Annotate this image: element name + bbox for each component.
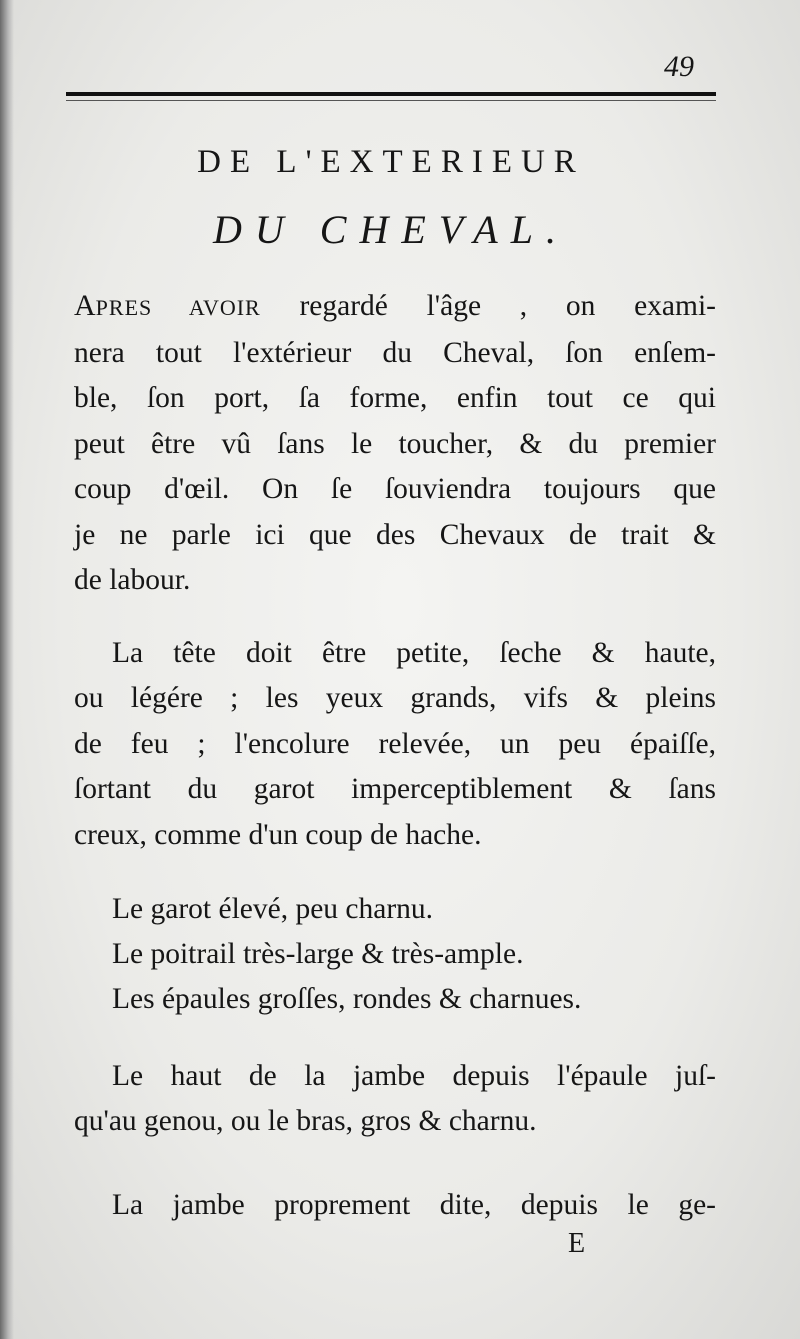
paragraph-1-line: de labour. [74, 564, 191, 596]
page-number: 49 [664, 50, 694, 83]
paragraph-3-line-2: qu'au genou, ou le bras, gros & charnu. [74, 1105, 537, 1137]
paragraph-1-line: coup d'œil. On ſe ſouviendra toujours que [74, 473, 716, 505]
paragraph-2-first [112, 631, 716, 677]
drop-initial: A [74, 289, 96, 322]
paragraph-3 [74, 1099, 716, 1145]
paragraph-2-line: de feu ; l'encolure relevée, un peu épaiſſe, [74, 727, 716, 760]
first-line-text: regardé l'âge , on exami- [260, 290, 716, 322]
paragraph-1-line: je ne parle ici que des Chevaux de trait & [74, 518, 716, 551]
paragraph-3-line-1: Le haut de la jambe depuis l'épaule juſ- [112, 1060, 716, 1092]
paragraph-2-line: ou légére ; les yeux grands, vifs & pleins [74, 682, 716, 714]
paragraph-1-line: ble, ſon port, ſa forme, enfin tout ce qui [74, 382, 716, 414]
smallcaps-opening: PRES AVOIR [95, 295, 261, 320]
paragraph-1-line-1 [74, 283, 716, 331]
short-line-epaules: Les épaules groſſes, rondes & charnues. [112, 983, 582, 1015]
chapter-title-line-2: DU CHEVAL. [213, 207, 569, 252]
paragraph-4-line-1: La jambe proprement dite, depuis le ge- [112, 1189, 716, 1221]
header-rule [66, 92, 716, 96]
paragraph-2 [74, 676, 716, 858]
signature-mark: E [568, 1228, 586, 1259]
header-rule-thin [66, 100, 716, 101]
paragraph-2-line-1: La tête doit être petite, ſeche & haute, [112, 637, 716, 669]
chapter-title-line-1: DE L'EXTERIEUR [197, 144, 585, 180]
short-line-garot: Le garot élevé, peu charnu. [112, 893, 434, 925]
paragraph-2-line: creux, comme d'un coup de hache. [74, 818, 482, 851]
short-line-poitrail: Le poitrail très-large & très-ample. [112, 938, 524, 970]
binding-shadow [0, 0, 14, 1339]
paragraph-3-first [112, 1054, 716, 1100]
paragraph-2-line: ſortant du garot imperceptiblement & ſans [74, 773, 716, 805]
paragraph-1-line: peut être vû ſans le toucher, & du premier [74, 427, 716, 460]
paragraph-1-line: nera tout l'extérieur du Cheval, ſon enſem- [74, 336, 716, 369]
paragraph-4 [112, 1183, 716, 1229]
paragraph-1 [74, 283, 716, 604]
